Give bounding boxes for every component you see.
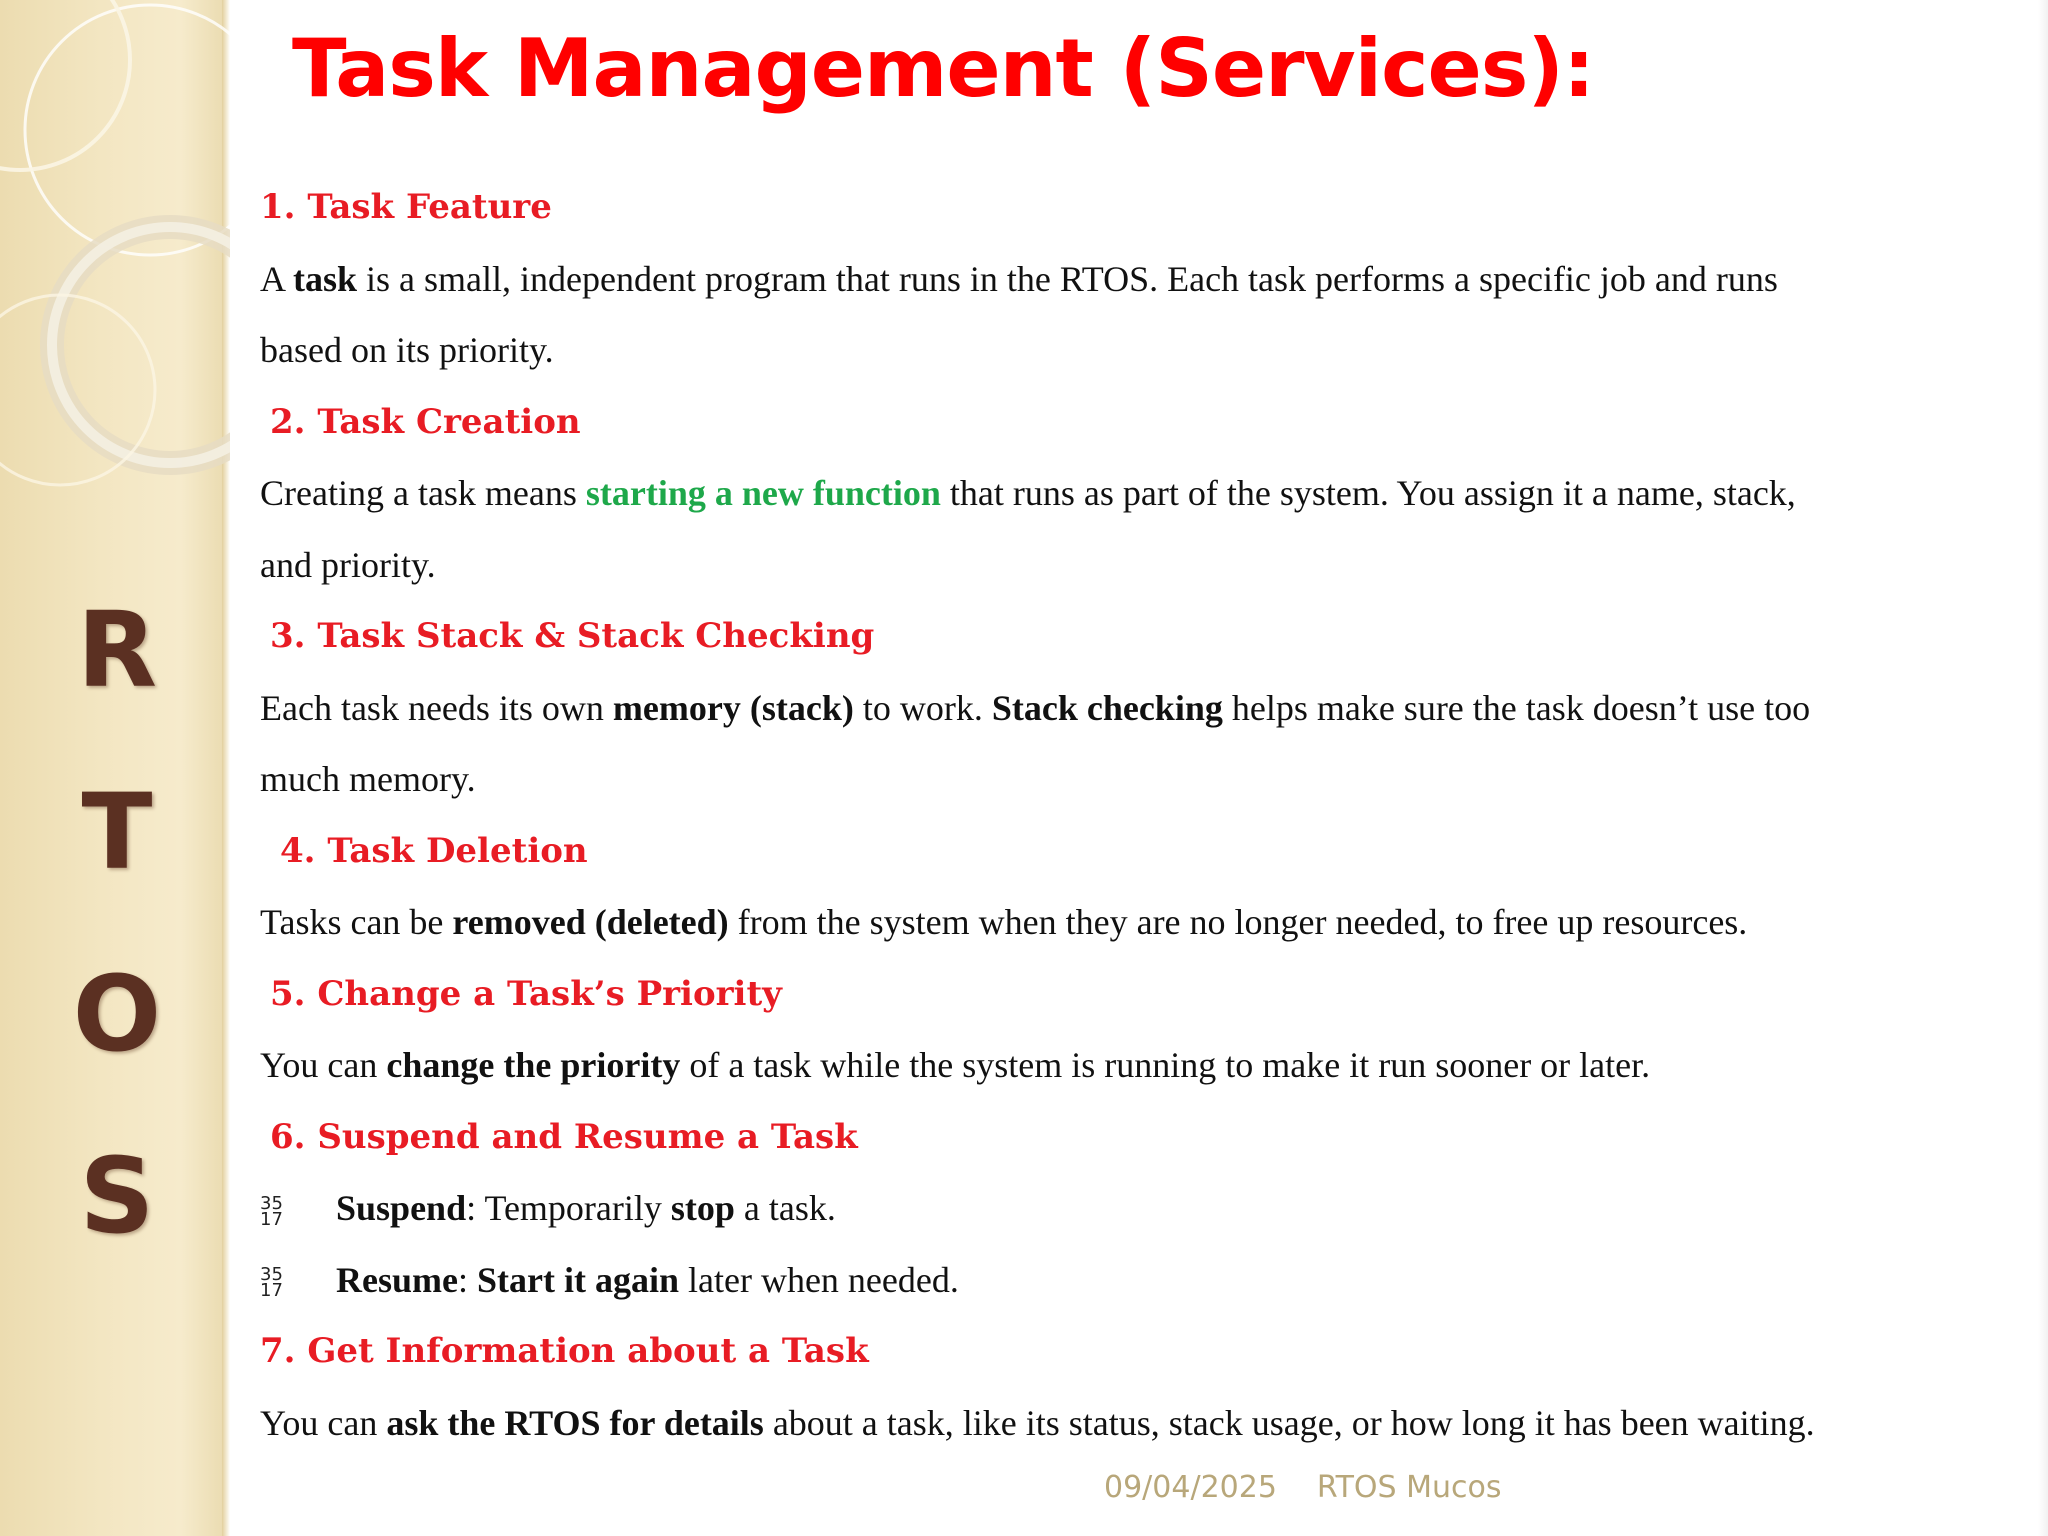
section-heading: 6. Suspend and Resume a Task bbox=[270, 1116, 858, 1157]
text-run: later when needed. bbox=[679, 1259, 959, 1300]
bold-text: Stack checking bbox=[991, 687, 1223, 728]
sidebar-letter: T bbox=[81, 771, 153, 893]
text-run: You can bbox=[260, 1402, 387, 1443]
sidebar-letter: O bbox=[72, 953, 162, 1075]
body-line bbox=[260, 244, 2020, 316]
footer-label: RTOS Mucos bbox=[1316, 1470, 1502, 1505]
sidebar-letter: R bbox=[76, 589, 158, 711]
section-heading: 2. Task Creation bbox=[270, 401, 581, 442]
bullet-item bbox=[260, 1173, 2020, 1245]
text-run: : bbox=[457, 1259, 477, 1300]
bullet-marker-bottom: 17 bbox=[260, 1280, 283, 1302]
section-heading: 3. Task Stack & Stack Checking bbox=[270, 616, 875, 656]
sidebar-letters bbox=[62, 575, 172, 1303]
text-run: a task. bbox=[734, 1188, 836, 1228]
text-run: and priority. bbox=[260, 544, 436, 585]
sidebar-letter: S bbox=[79, 1135, 155, 1257]
text-run: about a task, like its status, stack usage, or how long it has been waiting. bbox=[763, 1402, 1815, 1443]
text-run: You can bbox=[260, 1045, 387, 1085]
text-run: Tasks can be bbox=[260, 902, 453, 942]
bold-text: Resume bbox=[336, 1259, 458, 1300]
text-run: much memory. bbox=[260, 759, 476, 799]
section-heading: 1. Task Feature bbox=[260, 187, 552, 227]
bold-text: memory (stack) bbox=[612, 687, 854, 728]
bold-text: Suspend bbox=[336, 1188, 467, 1228]
text-run: A bbox=[260, 258, 294, 299]
text-run: Each task needs its own bbox=[260, 687, 613, 728]
body-line bbox=[260, 315, 2020, 387]
body-line bbox=[260, 673, 2020, 745]
bullet-item bbox=[260, 1245, 2020, 1317]
section-heading: 4. Task Deletion bbox=[280, 830, 588, 871]
body-line bbox=[260, 530, 2020, 602]
bold-text: task bbox=[293, 258, 358, 299]
body-line bbox=[260, 744, 2020, 816]
slide-footer bbox=[1104, 1470, 1501, 1505]
decorative-circles bbox=[0, 0, 230, 520]
bullet-marker-bottom: 17 bbox=[260, 1208, 283, 1230]
body-line bbox=[260, 1388, 2020, 1460]
slide-body bbox=[260, 172, 2020, 1459]
bullet-marker-icon bbox=[260, 1192, 336, 1230]
footer-date: 09/04/2025 bbox=[1104, 1470, 1277, 1505]
body-line bbox=[260, 1030, 2020, 1102]
bold-text: ask the RTOS for details bbox=[386, 1402, 764, 1443]
bold-text: removed (deleted) bbox=[452, 902, 729, 942]
section-heading: 7. Get Information about a Task bbox=[260, 1331, 869, 1371]
text-run: Creating a task means bbox=[260, 473, 586, 513]
highlighted-text: starting a new function bbox=[585, 473, 941, 513]
bold-text: Start it again bbox=[477, 1259, 679, 1300]
bullet-marker-top: 35 bbox=[260, 1264, 283, 1286]
text-run: is a small, independent program that runs in the RTOS. Each task performs a specific job and runs bbox=[357, 258, 1778, 299]
body-line bbox=[260, 887, 2020, 959]
text-run: from the system when they are no longer needed, to free up resources. bbox=[728, 902, 1748, 942]
body-line bbox=[260, 458, 2020, 530]
section-heading: 5. Change a Task’s Priority bbox=[270, 973, 782, 1014]
text-run: based on its priority. bbox=[260, 330, 554, 370]
slide-title: Task Management (Services): bbox=[292, 22, 1594, 115]
right-edge-shadow bbox=[2038, 0, 2048, 1536]
text-run: that runs as part of the system. You assign it a name, stack, bbox=[940, 473, 1796, 513]
bullet-marker-icon bbox=[260, 1264, 336, 1302]
bullet-marker-top: 35 bbox=[260, 1192, 283, 1214]
bold-text: change the priority bbox=[386, 1045, 681, 1085]
text-run: of a task while the system is running to make it run sooner or later. bbox=[680, 1045, 1651, 1085]
text-run: : Temporarily bbox=[466, 1188, 671, 1228]
text-run: helps make sure the task doesn’t use too bbox=[1222, 687, 1811, 728]
text-run: to work. bbox=[853, 687, 992, 728]
bold-text: stop bbox=[670, 1188, 735, 1228]
